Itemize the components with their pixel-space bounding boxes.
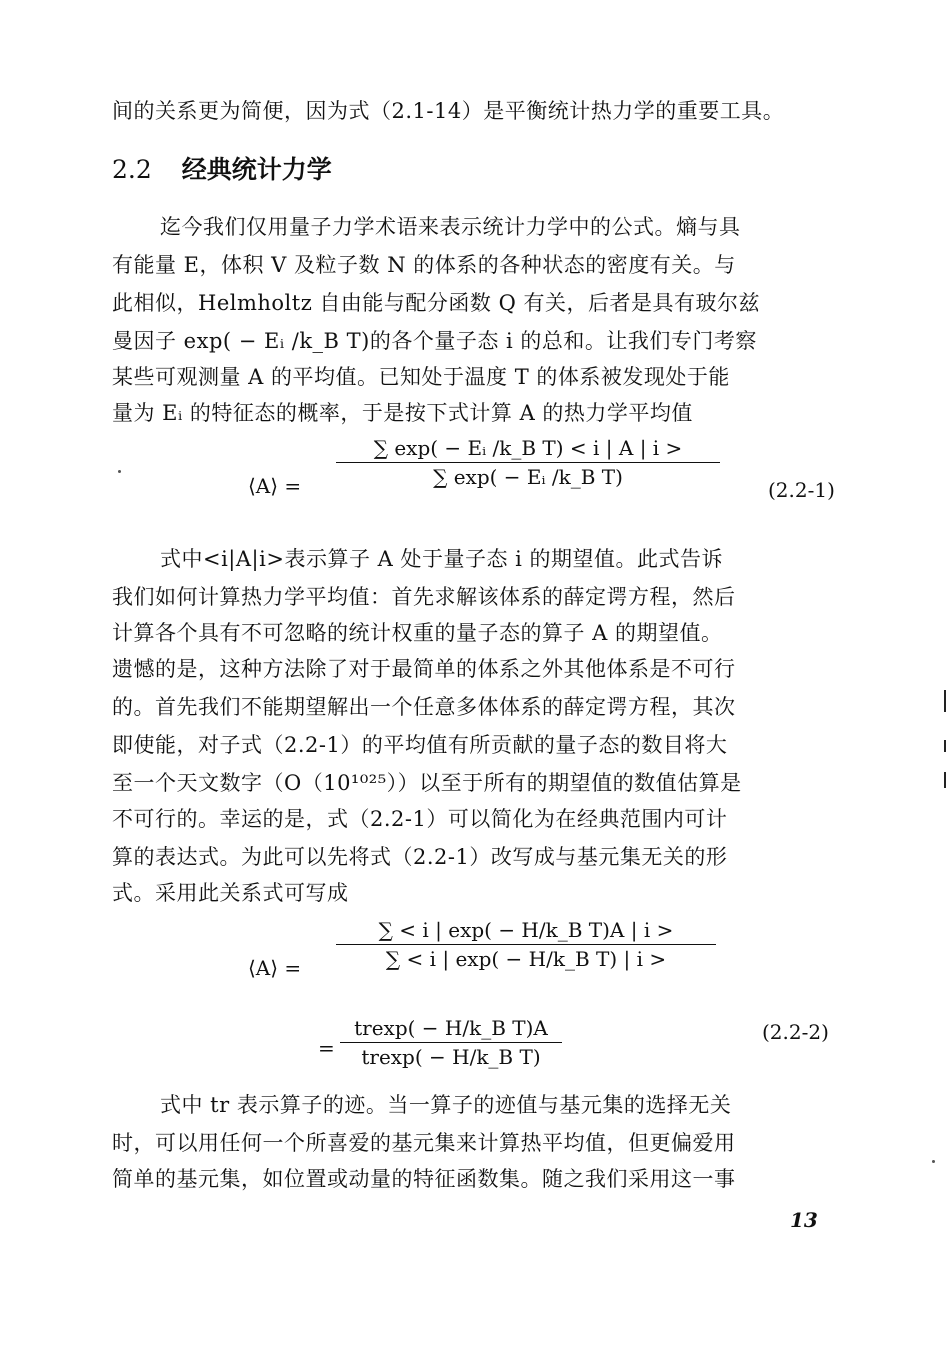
text-line: 某些可观测量 A 的平均值。已知处于温度 T 的体系被发现处于能 <box>112 365 730 389</box>
equation-fraction-trace <box>340 1016 562 1069</box>
equation-numerator: ∑ < i | exp( − H/k_B T)A | i > <box>378 918 674 942</box>
equation-number: (2.2-2) <box>762 1020 829 1044</box>
scan-mark <box>944 772 946 788</box>
text-line: 算的表达式。为此可以先将式（2.2-1）改写成与基元集无关的形 <box>112 845 728 869</box>
text-line: 迄今我们仅用量子力学术语来表示统计力学中的公式。熵与具 <box>160 215 741 239</box>
equation-denominator: ∑ < i | exp( − H/k_B T) | i > <box>385 947 667 971</box>
text-line: 至一个天文数字（O（10¹⁰²⁵））以至于所有的期望值的数值估算是 <box>112 771 742 795</box>
equation-numerator: ∑ exp( − Eᵢ /k_B T) < i | A | i > <box>373 436 683 460</box>
text-line: 我们如何计算热力学平均值：首先求解该体系的薛定谔方程，然后 <box>112 585 736 609</box>
text-line: 有能量 E，体积 V 及粒子数 N 的体系的各种状态的密度有关。与 <box>112 253 736 277</box>
text-line: 式。采用此关系式可写成 <box>112 881 349 905</box>
text-line: 曼因子 exp( − Eᵢ /k_B T)的各个量子态 i 的总和。让我们专门考察 <box>112 329 757 353</box>
equation-fraction <box>336 918 716 971</box>
equation-fraction <box>336 436 720 489</box>
text-line: 式中<i|A|i>表示算子 A 处于量子态 i 的期望值。此式告诉 <box>160 547 724 571</box>
section-number: 2.2 <box>112 155 152 184</box>
text-line: 遗憾的是，这种方法除了对于最简单的体系之外其他体系是不可行 <box>112 657 736 681</box>
text-line: 不可行的。幸运的是，式（2.2-1）可以简化为在经典范围内可计 <box>112 807 728 831</box>
page-number: 13 <box>790 1208 818 1232</box>
equation-number: (2.2-1) <box>768 478 835 502</box>
scan-mark <box>944 740 946 752</box>
equation-denominator: ∑ exp( − Eᵢ /k_B T) <box>433 465 623 489</box>
text-line: 即使能，对子式（2.2-1）的平均值有所贡献的量子态的数目将大 <box>112 733 728 757</box>
equals-sign: = <box>318 1036 335 1060</box>
text-line: 时，可以用任何一个所喜爱的基元集来计算热平均值，但更偏爱用 <box>112 1131 736 1155</box>
equation-lhs: ⟨A⟩ = <box>248 956 302 980</box>
equation-numerator: trexp( − H/k_B T)A <box>354 1016 548 1040</box>
equation-denominator: trexp( − H/k_B T) <box>361 1045 541 1069</box>
text-line: 间的关系更为简便，因为式（2.1-14）是平衡统计热力学的重要工具。 <box>112 99 785 123</box>
fraction-bar <box>340 1042 562 1043</box>
fraction-bar <box>336 462 720 463</box>
section-title: 经典统计力学 <box>181 155 332 184</box>
text-line: 简单的基元集，如位置或动量的特征函数集。随之我们采用这一事 <box>112 1167 736 1191</box>
equation-lhs: ⟨A⟩ = <box>248 474 302 498</box>
fraction-bar <box>336 944 716 945</box>
text-line: 此相似，Helmholtz 自由能与配分函数 Q 有关，后者是具有玻尔兹 <box>112 291 760 315</box>
scan-dot <box>118 470 121 473</box>
text-line: 的。首先我们不能期望解出一个任意多体体系的薛定谔方程，其次 <box>112 695 736 719</box>
text-line: 量为 Eᵢ 的特征态的概率，于是按下式计算 A 的热力学平均值 <box>112 401 693 425</box>
text-line: 计算各个具有不可忽略的统计权重的量子态的算子 A 的期望值。 <box>112 621 723 645</box>
scan-dot <box>932 1160 935 1163</box>
scan-mark <box>944 690 946 712</box>
text-line: 式中 tr 表示算子的迹。当一算子的迹值与基元集的选择无关 <box>160 1093 732 1117</box>
section-heading <box>112 150 332 186</box>
